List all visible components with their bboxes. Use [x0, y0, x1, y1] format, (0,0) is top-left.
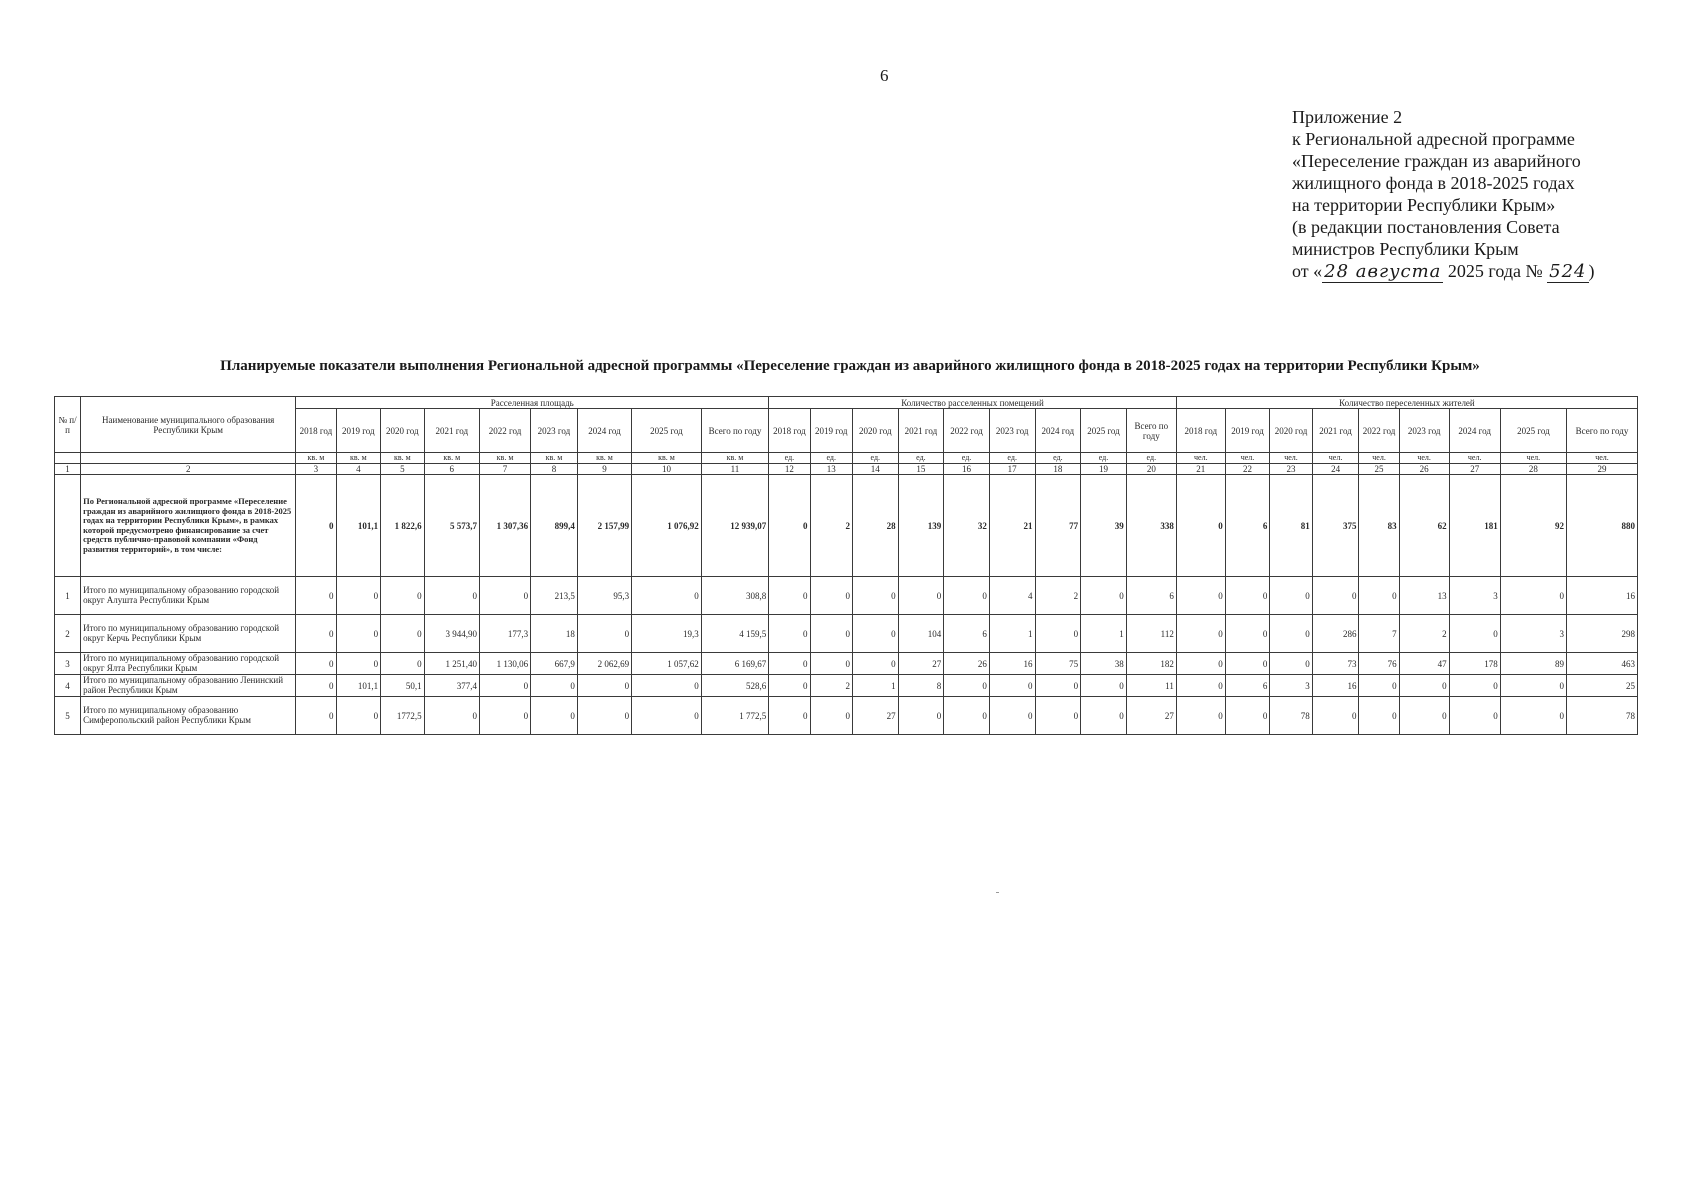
people-unit-cell: чел.	[1176, 453, 1225, 464]
area-value-cell: 0	[424, 577, 479, 615]
area-value-cell: 0	[296, 577, 336, 615]
annex-line: «Переселение граждан из аварийного	[1292, 151, 1581, 171]
area-year-header: 2018 год	[296, 409, 336, 453]
rooms-value-cell: 26	[944, 653, 990, 675]
people-value-cell: 0	[1176, 577, 1225, 615]
area-unit-cell: кв. м	[577, 453, 631, 464]
people-value-cell: 62	[1399, 475, 1449, 577]
column-number-cell: 5	[381, 464, 424, 475]
area-value-cell: 899,4	[531, 475, 578, 577]
people-value-cell: 25	[1567, 675, 1638, 697]
people-value-cell: 0	[1359, 675, 1399, 697]
area-value-cell: 0	[381, 653, 424, 675]
people-unit-cell: чел.	[1399, 453, 1449, 464]
area-value-cell: 0	[336, 697, 381, 735]
area-value-cell: 0	[336, 615, 381, 653]
rooms-value-cell: 27	[1126, 697, 1176, 735]
column-number-cell: 3	[296, 464, 336, 475]
annex-line: министров Республики Крым	[1292, 239, 1519, 259]
area-value-cell: 1 076,92	[632, 475, 702, 577]
column-number-cell: 29	[1567, 464, 1638, 475]
area-year-header: 2020 год	[381, 409, 424, 453]
column-number-cell: 6	[424, 464, 479, 475]
area-value-cell: 1 057,62	[632, 653, 702, 675]
rooms-value-cell: 0	[852, 653, 898, 675]
column-number-cell: 8	[531, 464, 578, 475]
row-number: 4	[55, 675, 81, 697]
area-value-cell: 6 169,67	[701, 653, 769, 675]
area-value-cell: 5 573,7	[424, 475, 479, 577]
area-value-cell: 0	[296, 475, 336, 577]
area-unit-cell: кв. м	[632, 453, 702, 464]
rooms-value-cell: 0	[769, 615, 810, 653]
column-number-cell: 12	[769, 464, 810, 475]
people-value-cell: 47	[1399, 653, 1449, 675]
people-year-header: 2024 год	[1449, 409, 1500, 453]
people-value-cell: 0	[1312, 577, 1359, 615]
column-number-cell: 4	[336, 464, 381, 475]
row-name: Итого по муниципальному образованию городской округ Ялта Республики Крым	[81, 653, 296, 675]
date-suffix: )	[1588, 261, 1595, 281]
row-name: Итого по муниципальному образованию Симферопольский район Республики Крым	[81, 697, 296, 735]
people-value-cell: 89	[1500, 653, 1566, 675]
area-value-cell: 95,3	[577, 577, 631, 615]
rooms-value-cell: 27	[852, 697, 898, 735]
annex-line: на территории Республики Крым»	[1292, 195, 1556, 215]
area-value-cell: 0	[632, 697, 702, 735]
area-unit-cell: кв. м	[296, 453, 336, 464]
rooms-value-cell: 0	[1035, 615, 1081, 653]
rooms-value-cell: 0	[1035, 697, 1081, 735]
people-year-header: 2020 год	[1270, 409, 1312, 453]
col-header-name: Наименование муниципального образования Республики Крым	[81, 397, 296, 453]
people-value-cell: 3	[1270, 675, 1312, 697]
annex-line: жилищного фонда в 2018-2025 годах	[1292, 173, 1575, 193]
column-number-cell: 18	[1035, 464, 1081, 475]
rooms-unit-cell: ед.	[1126, 453, 1176, 464]
people-value-cell: 0	[1449, 697, 1500, 735]
row-name: Итого по муниципальному образованию Ленинский район Республики Крым	[81, 675, 296, 697]
area-value-cell: 667,9	[531, 653, 578, 675]
area-value-cell: 0	[480, 675, 531, 697]
rooms-value-cell: 139	[898, 475, 944, 577]
scan-speck	[996, 892, 999, 893]
rooms-unit-cell: ед.	[989, 453, 1035, 464]
group-header-people: Количество переселенных жителей	[1176, 397, 1637, 409]
rooms-value-cell: 0	[989, 675, 1035, 697]
people-value-cell: 0	[1500, 675, 1566, 697]
rooms-value-cell: 0	[810, 697, 852, 735]
people-unit-cell: чел.	[1500, 453, 1566, 464]
rooms-value-cell: 1	[989, 615, 1035, 653]
column-number-cell: 23	[1270, 464, 1312, 475]
area-year-header: 2025 год	[632, 409, 702, 453]
handwritten-number: 524	[1549, 261, 1587, 282]
area-unit-cell: кв. м	[381, 453, 424, 464]
area-value-cell: 0	[381, 577, 424, 615]
rooms-year-header: 2024 год	[1035, 409, 1081, 453]
people-value-cell: 16	[1567, 577, 1638, 615]
group-header-rooms: Количество расселенных помещений	[769, 397, 1177, 409]
table-row	[55, 675, 1638, 697]
people-value-cell: 7	[1359, 615, 1399, 653]
people-value-cell: 375	[1312, 475, 1359, 577]
people-year-header: 2022 год	[1359, 409, 1399, 453]
area-unit-cell: кв. м	[701, 453, 769, 464]
rooms-value-cell: 27	[898, 653, 944, 675]
people-value-cell: 0	[1449, 615, 1500, 653]
area-value-cell: 213,5	[531, 577, 578, 615]
people-value-cell: 78	[1567, 697, 1638, 735]
rooms-unit-cell: ед.	[898, 453, 944, 464]
annex-line: (в редакции постановления Совета	[1292, 217, 1560, 237]
row-number: 2	[55, 615, 81, 653]
people-value-cell: 0	[1270, 653, 1312, 675]
people-unit-cell: чел.	[1567, 453, 1638, 464]
column-number-cell: 19	[1081, 464, 1127, 475]
rooms-value-cell: 0	[944, 577, 990, 615]
column-number-cell: 28	[1500, 464, 1566, 475]
rooms-value-cell: 0	[852, 615, 898, 653]
rooms-value-cell: 6	[944, 615, 990, 653]
rooms-value-cell: 0	[769, 653, 810, 675]
area-value-cell: 1 307,36	[480, 475, 531, 577]
people-value-cell: 0	[1225, 697, 1270, 735]
rooms-value-cell: 182	[1126, 653, 1176, 675]
rooms-value-cell: 77	[1035, 475, 1081, 577]
group-header-area: Расселенная площадь	[296, 397, 769, 409]
area-value-cell: 308,8	[701, 577, 769, 615]
area-value-cell: 177,3	[480, 615, 531, 653]
annex-line: Приложение 2	[1292, 107, 1403, 127]
people-value-cell: 0	[1225, 653, 1270, 675]
rooms-value-cell: 2	[810, 675, 852, 697]
rooms-value-cell: 38	[1081, 653, 1127, 675]
rooms-value-cell: 21	[989, 475, 1035, 577]
rooms-value-cell: 1	[1081, 615, 1127, 653]
people-value-cell: 880	[1567, 475, 1638, 577]
people-value-cell: 181	[1449, 475, 1500, 577]
rooms-value-cell: 39	[1081, 475, 1127, 577]
rooms-year-header: 2025 год	[1081, 409, 1127, 453]
row-number: 5	[55, 697, 81, 735]
column-number-cell: 17	[989, 464, 1035, 475]
people-value-cell: 0	[1500, 577, 1566, 615]
rooms-unit-cell: ед.	[769, 453, 810, 464]
rooms-value-cell: 0	[1081, 675, 1127, 697]
area-value-cell: 101,1	[336, 475, 381, 577]
rooms-value-cell: 2	[1035, 577, 1081, 615]
people-value-cell: 3	[1500, 615, 1566, 653]
area-value-cell: 0	[531, 697, 578, 735]
area-year-header: 2024 год	[577, 409, 631, 453]
table-row	[55, 653, 1638, 675]
rooms-value-cell: 0	[769, 475, 810, 577]
people-value-cell: 6	[1225, 675, 1270, 697]
annex-line: к Региональной адресной программе	[1292, 129, 1575, 149]
rooms-value-cell: 0	[898, 577, 944, 615]
area-value-cell: 0	[577, 697, 631, 735]
column-number-row	[55, 464, 1638, 475]
rooms-value-cell: 338	[1126, 475, 1176, 577]
indicators-table	[54, 396, 1638, 735]
table-row-total	[55, 475, 1638, 577]
column-number-cell: 24	[1312, 464, 1359, 475]
column-number-cell: 9	[577, 464, 631, 475]
rooms-value-cell: 0	[1035, 675, 1081, 697]
area-year-header: 2022 год	[480, 409, 531, 453]
row-name: По Региональной адресной программе «Переселение граждан из аварийного жилищного фонда в 2018-2025 годах на территории Республики Крым», в рамках которой предусмотрено финансирование за счет средств публично-правовой компании «Фонд развития территорий», в том числе:	[81, 475, 296, 577]
rooms-value-cell: 16	[989, 653, 1035, 675]
area-value-cell: 2 062,69	[577, 653, 631, 675]
people-value-cell: 0	[1359, 697, 1399, 735]
rooms-value-cell: 112	[1126, 615, 1176, 653]
area-year-header: 2023 год	[531, 409, 578, 453]
rooms-unit-cell: ед.	[944, 453, 990, 464]
rooms-value-cell: 0	[769, 697, 810, 735]
area-value-cell: 0	[336, 653, 381, 675]
people-value-cell: 0	[1225, 577, 1270, 615]
column-number-cell: 14	[852, 464, 898, 475]
rooms-year-header: 2019 год	[810, 409, 852, 453]
rooms-year-header: 2022 год	[944, 409, 990, 453]
people-value-cell: 286	[1312, 615, 1359, 653]
column-number-cell: 7	[480, 464, 531, 475]
area-value-cell: 1 822,6	[381, 475, 424, 577]
row-number: 1	[55, 577, 81, 615]
people-value-cell: 81	[1270, 475, 1312, 577]
area-value-cell: 0	[296, 697, 336, 735]
people-value-cell: 0	[1270, 577, 1312, 615]
area-value-cell: 377,4	[424, 675, 479, 697]
area-unit-cell: кв. м	[531, 453, 578, 464]
area-value-cell: 0	[424, 697, 479, 735]
rooms-unit-cell: ед.	[1081, 453, 1127, 464]
area-value-cell: 12 939,07	[701, 475, 769, 577]
people-value-cell: 463	[1567, 653, 1638, 675]
area-value-cell: 0	[632, 577, 702, 615]
area-value-cell: 3 944,90	[424, 615, 479, 653]
people-value-cell: 0	[1176, 475, 1225, 577]
rooms-value-cell: 0	[769, 675, 810, 697]
date-middle: 2025 года №	[1443, 261, 1548, 281]
people-year-header: 2021 год	[1312, 409, 1359, 453]
rooms-value-cell: 0	[810, 653, 852, 675]
area-value-cell: 19,3	[632, 615, 702, 653]
people-value-cell: 0	[1312, 697, 1359, 735]
area-unit-cell: кв. м	[424, 453, 479, 464]
people-value-cell: 0	[1449, 675, 1500, 697]
people-value-cell: 0	[1225, 615, 1270, 653]
people-unit-cell: чел.	[1449, 453, 1500, 464]
area-value-cell: 0	[577, 675, 631, 697]
rooms-value-cell: 6	[1126, 577, 1176, 615]
area-value-cell: 0	[296, 615, 336, 653]
column-number-cell: 21	[1176, 464, 1225, 475]
rooms-value-cell: 28	[852, 475, 898, 577]
area-value-cell: 0	[296, 653, 336, 675]
rooms-value-cell: 2	[810, 475, 852, 577]
people-value-cell: 6	[1225, 475, 1270, 577]
area-value-cell: 0	[296, 675, 336, 697]
annex-header	[1292, 106, 1672, 283]
people-value-cell: 0	[1399, 697, 1449, 735]
people-unit-cell: чел.	[1270, 453, 1312, 464]
people-year-header: 2023 год	[1399, 409, 1449, 453]
people-value-cell: 78	[1270, 697, 1312, 735]
handwritten-date: 28 августа	[1324, 261, 1442, 282]
rooms-value-cell: 0	[1081, 577, 1127, 615]
table-row	[55, 615, 1638, 653]
people-value-cell: 2	[1399, 615, 1449, 653]
people-value-cell: 16	[1312, 675, 1359, 697]
column-number-cell: 16	[944, 464, 990, 475]
column-number-cell: 26	[1399, 464, 1449, 475]
people-value-cell: 83	[1359, 475, 1399, 577]
rooms-value-cell: 1	[852, 675, 898, 697]
people-value-cell: 0	[1359, 577, 1399, 615]
people-unit-cell: чел.	[1225, 453, 1270, 464]
rooms-value-cell: 4	[989, 577, 1035, 615]
rooms-value-cell: 11	[1126, 675, 1176, 697]
table-body	[55, 475, 1638, 735]
people-value-cell: 73	[1312, 653, 1359, 675]
rooms-unit-cell: ед.	[852, 453, 898, 464]
people-year-header: 2018 год	[1176, 409, 1225, 453]
area-value-cell: 1 130,06	[480, 653, 531, 675]
people-value-cell: 0	[1176, 675, 1225, 697]
rooms-value-cell: 0	[852, 577, 898, 615]
row-name: Итого по муниципальному образованию городской округ Керчь Республики Крым	[81, 615, 296, 653]
date-prefix: от «	[1292, 261, 1323, 281]
column-number-cell: 27	[1449, 464, 1500, 475]
people-year-header: Всего по году	[1567, 409, 1638, 453]
document-title: Планируемые показатели выполнения Региональной адресной программы «Переселение граждан из аварийного жилищного фонда в 2018-2025 годах на территории Республики Крым»	[220, 358, 1480, 374]
rooms-unit-cell: ед.	[810, 453, 852, 464]
rooms-value-cell: 75	[1035, 653, 1081, 675]
column-number-cell: 2	[81, 464, 296, 475]
area-value-cell: 0	[632, 675, 702, 697]
column-number-cell: 1	[55, 464, 81, 475]
rooms-value-cell: 0	[810, 577, 852, 615]
row-name: Итого по муниципальному образованию городской округ Алушта Республики Крым	[81, 577, 296, 615]
area-unit-cell: кв. м	[480, 453, 531, 464]
area-value-cell: 1 251,40	[424, 653, 479, 675]
rooms-value-cell: 8	[898, 675, 944, 697]
area-value-cell: 2 157,99	[577, 475, 631, 577]
rooms-value-cell: 0	[944, 675, 990, 697]
area-year-header: 2021 год	[424, 409, 479, 453]
people-year-header: 2019 год	[1225, 409, 1270, 453]
people-value-cell: 0	[1270, 615, 1312, 653]
rooms-value-cell: 0	[1081, 697, 1127, 735]
area-value-cell: 0	[531, 675, 578, 697]
area-value-cell: 0	[336, 577, 381, 615]
rooms-value-cell: 104	[898, 615, 944, 653]
page-number: 6	[880, 66, 889, 85]
table-head	[55, 397, 1638, 475]
column-number-cell: 13	[810, 464, 852, 475]
area-year-header: 2019 год	[336, 409, 381, 453]
area-year-header: Всего по году	[701, 409, 769, 453]
people-unit-cell: чел.	[1359, 453, 1399, 464]
row-number	[55, 475, 81, 577]
rooms-year-header: Всего по году	[1126, 409, 1176, 453]
rooms-value-cell: 0	[898, 697, 944, 735]
area-unit-cell: кв. м	[336, 453, 381, 464]
people-value-cell: 0	[1176, 697, 1225, 735]
people-value-cell: 0	[1399, 675, 1449, 697]
people-year-header: 2025 год	[1500, 409, 1566, 453]
people-value-cell: 0	[1176, 653, 1225, 675]
rooms-year-header: 2018 год	[769, 409, 810, 453]
table-row	[55, 697, 1638, 735]
rooms-year-header: 2020 год	[852, 409, 898, 453]
rooms-value-cell: 0	[810, 615, 852, 653]
area-value-cell: 0	[577, 615, 631, 653]
rooms-year-header: 2021 год	[898, 409, 944, 453]
people-value-cell: 298	[1567, 615, 1638, 653]
rooms-value-cell: 0	[769, 577, 810, 615]
area-value-cell: 18	[531, 615, 578, 653]
rooms-value-cell: 0	[944, 697, 990, 735]
row-number: 3	[55, 653, 81, 675]
column-number-cell: 25	[1359, 464, 1399, 475]
people-value-cell: 3	[1449, 577, 1500, 615]
column-number-cell: 15	[898, 464, 944, 475]
col-header-number: № п/п	[55, 397, 81, 453]
column-number-cell: 22	[1225, 464, 1270, 475]
annex-date-line	[1292, 260, 1672, 283]
people-value-cell: 0	[1500, 697, 1566, 735]
people-value-cell: 13	[1399, 577, 1449, 615]
area-value-cell: 528,6	[701, 675, 769, 697]
area-value-cell: 0	[381, 615, 424, 653]
people-unit-cell: чел.	[1312, 453, 1359, 464]
column-number-cell: 11	[701, 464, 769, 475]
area-value-cell: 50,1	[381, 675, 424, 697]
area-value-cell: 1 772,5	[701, 697, 769, 735]
rooms-unit-cell: ед.	[1035, 453, 1081, 464]
people-value-cell: 92	[1500, 475, 1566, 577]
unit-row	[55, 453, 1638, 464]
unit-cell-empty	[81, 453, 296, 464]
column-number-cell: 20	[1126, 464, 1176, 475]
people-value-cell: 76	[1359, 653, 1399, 675]
column-number-cell: 10	[632, 464, 702, 475]
table-row	[55, 577, 1638, 615]
area-value-cell: 0	[480, 577, 531, 615]
people-value-cell: 178	[1449, 653, 1500, 675]
rooms-value-cell: 32	[944, 475, 990, 577]
rooms-value-cell: 0	[989, 697, 1035, 735]
unit-cell-empty	[55, 453, 81, 464]
area-value-cell: 4 159,5	[701, 615, 769, 653]
people-value-cell: 0	[1176, 615, 1225, 653]
area-value-cell: 101,1	[336, 675, 381, 697]
area-value-cell: 0	[480, 697, 531, 735]
area-value-cell: 1772,5	[381, 697, 424, 735]
rooms-year-header: 2023 год	[989, 409, 1035, 453]
